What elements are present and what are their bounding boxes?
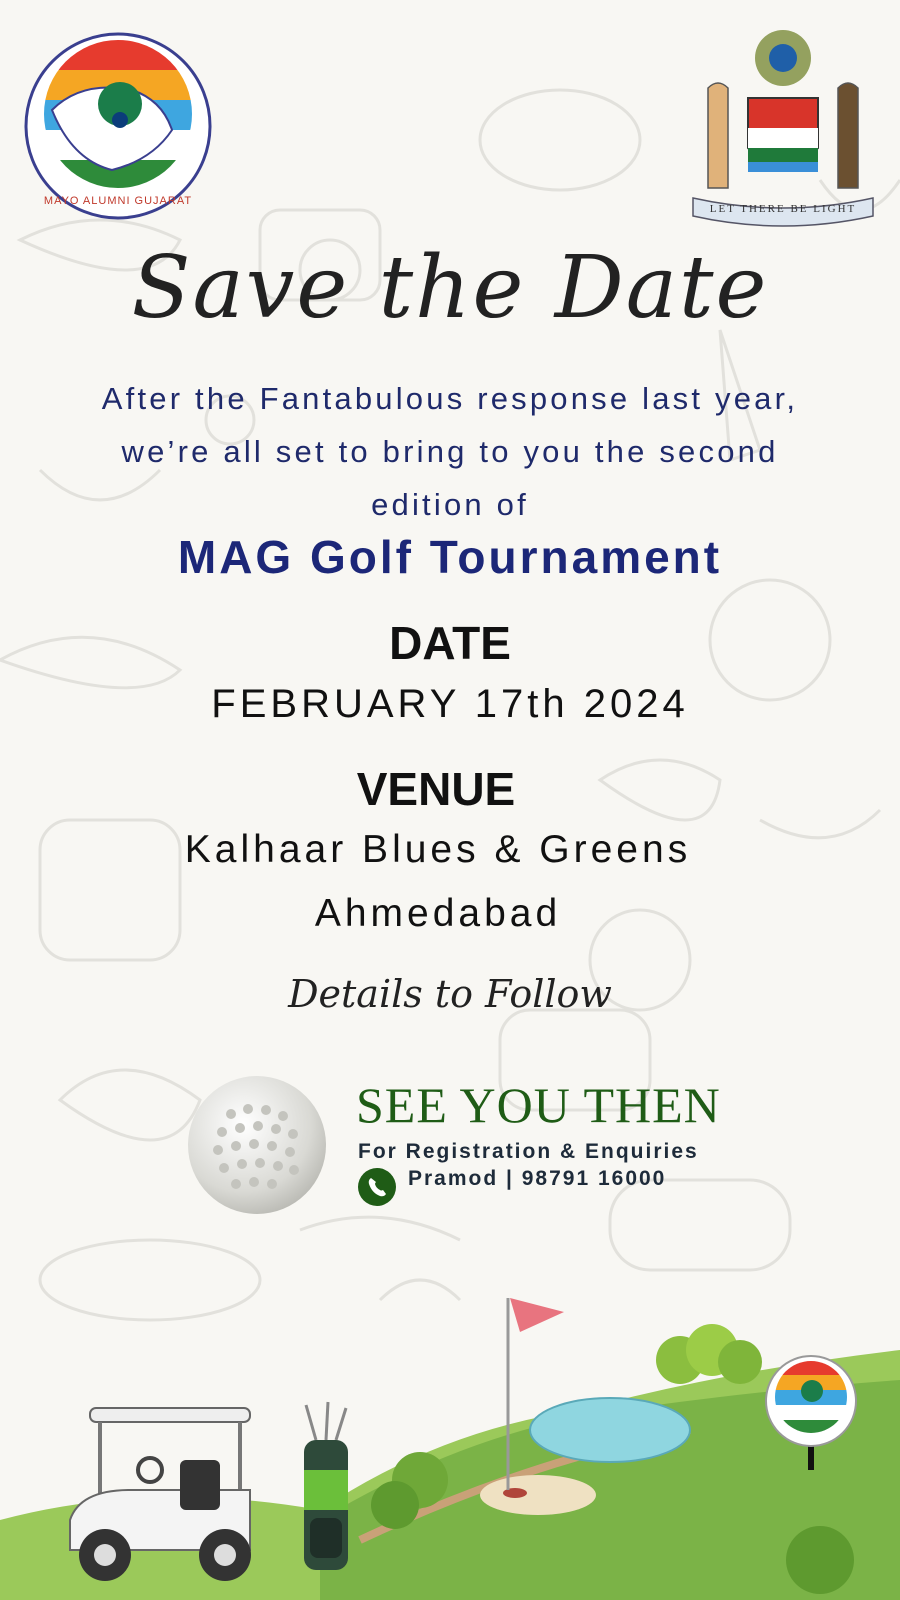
golf-bag-illustration bbox=[296, 1400, 356, 1580]
see-you-then-heading: SEE YOU THEN bbox=[356, 1077, 721, 1133]
venue-line-1: Kalhaar Blues & Greens bbox=[184, 828, 692, 871]
date-value: FEBRUARY 17th 2024 bbox=[211, 682, 689, 726]
phone-icon[interactable] bbox=[358, 1168, 396, 1206]
left-logo-caption: MAYO ALUMNI GUJARAT bbox=[43, 195, 193, 207]
contact-info[interactable]: Pramod | 98791 16000 bbox=[408, 1167, 667, 1190]
mayo-alumni-gujarat-logo bbox=[22, 30, 214, 222]
registration-label: For Registration & Enquiries bbox=[358, 1140, 699, 1163]
intro-text: After the Fantabulous response last year, we’re all set to bring to you the second edition of bbox=[101, 381, 799, 522]
save-the-date-title: Save the Date bbox=[131, 238, 769, 338]
mayo-college-crest bbox=[688, 28, 878, 228]
venue-line-2: Ahmedabad bbox=[314, 892, 562, 935]
crest-motto: LET THERE BE LIGHT bbox=[709, 203, 857, 215]
golf-cart-illustration bbox=[60, 1400, 280, 1590]
venue-heading: VENUE bbox=[356, 763, 516, 815]
date-heading: DATE bbox=[389, 617, 511, 669]
mini-mayo-logo bbox=[764, 1354, 858, 1448]
golf-ball-icon bbox=[186, 1074, 328, 1216]
event-name: MAG Golf Tournament bbox=[177, 531, 723, 583]
details-to-follow: Details to Follow bbox=[288, 972, 612, 1016]
